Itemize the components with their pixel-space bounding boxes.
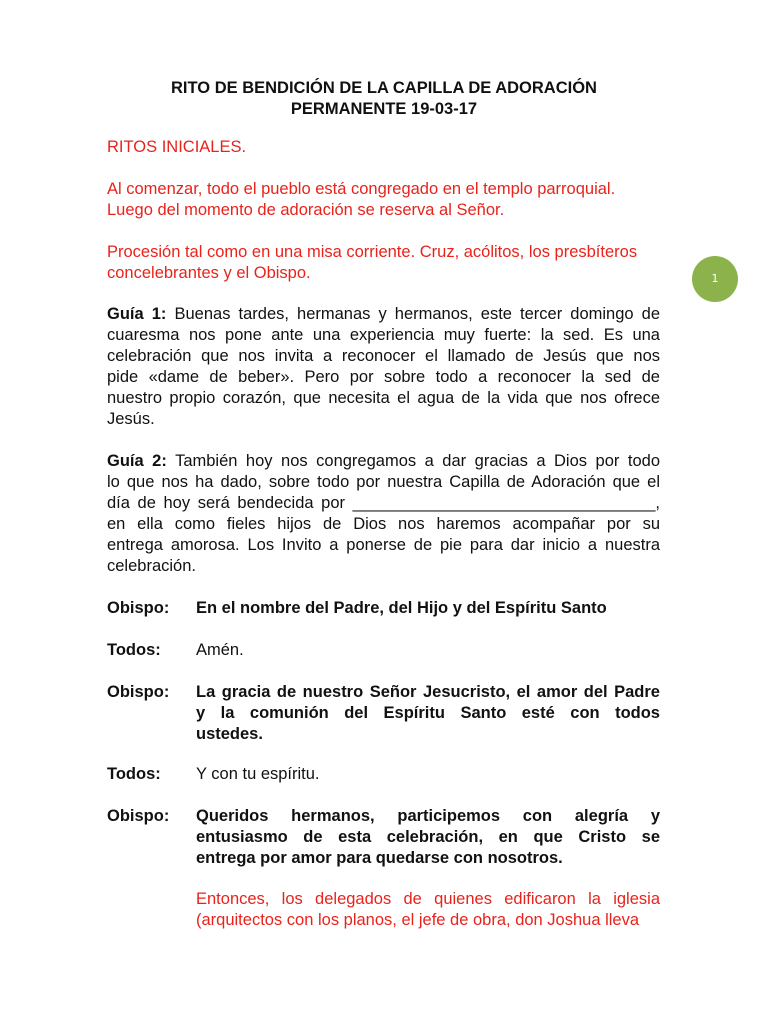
speech-line: entrega por amor para quedarse con nosotros. [196, 849, 563, 867]
rubric-delegates-line-1: Entonces, los delegados de quienes edificaron la iglesia [196, 890, 660, 908]
page-number-badge: 1 [692, 256, 738, 302]
guide-2-line-3: día de hoy será bendecida por _________________________________, [107, 494, 660, 512]
rubric-opening-line-1: Al comenzar, todo el pueblo está congregado en el templo parroquial. [107, 180, 616, 198]
guide-1-line-1 [107, 304, 660, 325]
guide-1-line-3: celebración que nos invita a reconocer el llamado de Jesús que nos [107, 347, 660, 365]
speech-text [196, 598, 660, 619]
speech-line: La gracia de nuestro Señor Jesucristo, el amor del Padre [196, 683, 660, 701]
rubric-procession-line-2: concelebrantes y el Obispo. [107, 264, 311, 282]
rubric-opening [107, 179, 660, 221]
section-heading: RITOS INICIALES. [107, 138, 247, 156]
speaker-label: Todos: [107, 765, 161, 783]
speech-line: Amén. [196, 641, 244, 659]
speech-line: ustedes. [196, 725, 263, 743]
rubric-procession-line-1: Procesión tal como en una misa corriente. Cruz, acólitos, los presbíteros [107, 243, 638, 261]
guide-1-line-6: Jesús. [107, 410, 155, 428]
guide-2-line-5: entrega amorosa. Los Invito a ponerse de pie para dar inicio a nuestra [107, 536, 660, 554]
guide-2-line-1-text: También hoy nos congregamos a dar gracias a Dios por todo [166, 452, 660, 470]
guide-2-line-4: en ella como fieles hijos de Dios nos haremos acompañar por su [107, 515, 660, 533]
rubric-delegates-text [196, 889, 660, 931]
guide-1-paragraph [107, 304, 660, 430]
speaker-label: Obispo: [107, 599, 170, 617]
title-line-1: RITO DE BENDICIÓN DE LA CAPILLA DE ADORACIÓN [171, 79, 597, 97]
speech-line: entusiasmo de esta celebración, en que Cristo se [196, 828, 660, 846]
speech-line: Queridos hermanos, participemos con alegría y [196, 807, 660, 825]
guide-2-line-6: celebración. [107, 557, 196, 575]
guide-2-label: Guía 2: [107, 452, 167, 470]
guide-1-line-1-text: Buenas tardes, hermanas y hermanos, este tercer domingo de [166, 305, 661, 323]
speaker-label: Obispo: [107, 683, 170, 701]
speech-text [196, 764, 660, 785]
speech-text [196, 806, 660, 869]
guide-1-line-5: nuestro propio corazón, que necesita el agua de la vida que nos ofrece [107, 389, 660, 407]
speech-line: En el nombre del Padre, del Hijo y del Espíritu Santo [196, 599, 607, 617]
document-title [100, 78, 668, 120]
guide-2-line-2: lo que nos ha dado, sobre todo por nuestra Capilla de Adoración que el [107, 473, 660, 491]
speech-line: Y con tu espíritu. [196, 765, 320, 783]
guide-1-line-4: pide «dame de beber». Pero por sobre todo a reconocer la sed de [107, 368, 660, 386]
rubric-delegates-line-2: (arquitectos con los planos, el jefe de obra, don Joshua lleva [196, 911, 640, 929]
rubric-procession [107, 242, 660, 284]
speaker-label: Todos: [107, 641, 161, 659]
rubric-opening-line-2: Luego del momento de adoración se reserva al Señor. [107, 201, 505, 219]
speaker-label: Obispo: [107, 807, 170, 825]
guide-1-line-2: cuaresma nos pone ante una experiencia muy fuerte: la sed. Es una [107, 326, 660, 344]
speech-text [196, 682, 660, 745]
speech-text [196, 640, 660, 661]
title-line-2: PERMANENTE 19-03-17 [290, 100, 478, 118]
guide-1-label: Guía 1: [107, 305, 167, 323]
guide-2-line-1 [107, 451, 660, 472]
guide-2-paragraph [107, 451, 660, 577]
speech-line: y la comunión del Espíritu Santo esté con todos [196, 704, 660, 722]
